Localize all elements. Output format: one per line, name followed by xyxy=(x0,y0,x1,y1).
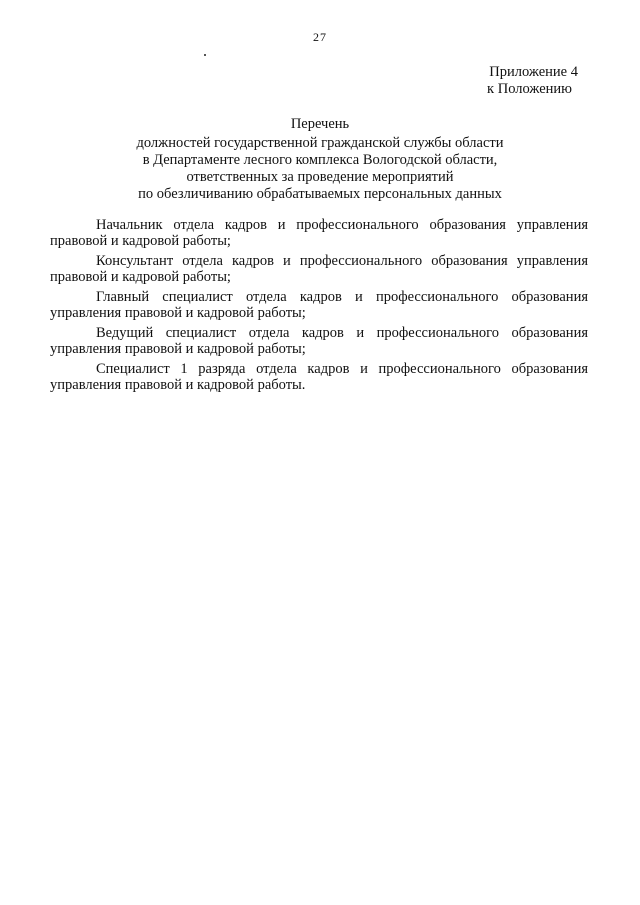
heading-line: ответственных за проведение мероприятий xyxy=(186,169,454,185)
heading-title: Перечень xyxy=(290,116,350,132)
position-item: Специалист 1 разряда отдела кадров и профессионального образования управления правовой и кадровой работы. xyxy=(50,361,588,393)
heading-line: по обезличиванию обрабатываемых персональных данных xyxy=(138,186,502,202)
positions-list xyxy=(50,217,588,397)
heading-line: в Департаменте лесного комплекса Вологодской области, xyxy=(142,152,498,168)
document-heading xyxy=(0,116,640,203)
position-item: Главный специалист отдела кадров и профессионального образования управления правовой и кадровой работы; xyxy=(50,289,588,321)
appendix-regulation: к Положению xyxy=(487,81,572,97)
appendix-number: Приложение 4 xyxy=(489,64,578,80)
position-item: Ведущий специалист отдела кадров и профессионального образования управления правовой и кадровой работы; xyxy=(50,325,588,357)
appendix-reference xyxy=(487,64,578,98)
page-number: 27 xyxy=(313,30,327,44)
scan-speck xyxy=(204,54,206,56)
position-item: Консультант отдела кадров и профессионального образования управления правовой и кадровой работы; xyxy=(50,253,588,285)
position-item: Начальник отдела кадров и профессионального образования управления правовой и кадровой работы; xyxy=(50,217,588,249)
heading-line: должностей государственной гражданской службы области xyxy=(136,135,504,151)
